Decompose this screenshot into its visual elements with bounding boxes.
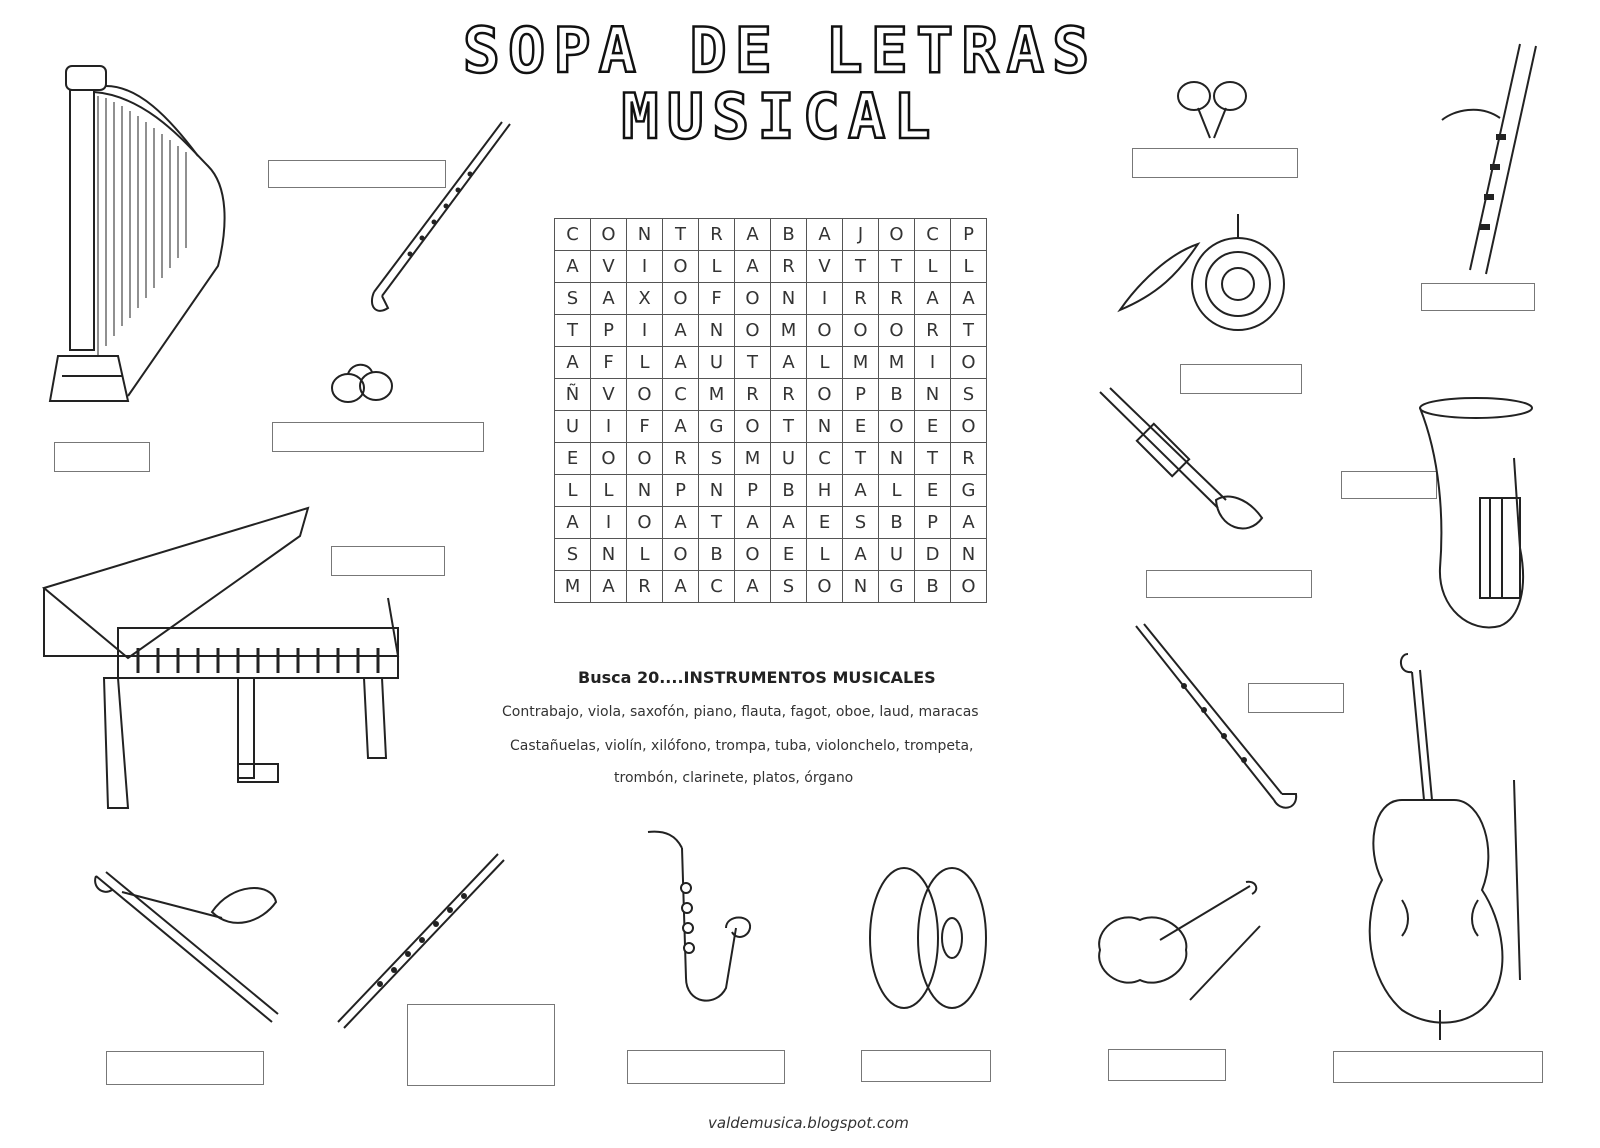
grid-cell[interactable]: N: [699, 475, 735, 507]
violin-icon: [1090, 880, 1270, 1014]
grid-cell[interactable]: A: [951, 283, 987, 315]
grid-cell[interactable]: L: [555, 475, 591, 507]
grid-row: [555, 571, 987, 603]
grid-cell[interactable]: Ñ: [555, 379, 591, 411]
word-search-grid: [554, 218, 987, 603]
grid-cell[interactable]: V: [591, 379, 627, 411]
grid-cell[interactable]: S: [951, 379, 987, 411]
grid-cell[interactable]: C: [807, 443, 843, 475]
grid-cell[interactable]: M: [735, 443, 771, 475]
grid-cell[interactable]: U: [699, 347, 735, 379]
grid-row: [555, 379, 987, 411]
grid-cell[interactable]: O: [591, 219, 627, 251]
grid-cell[interactable]: S: [843, 507, 879, 539]
grid-cell[interactable]: I: [627, 315, 663, 347]
grid-cell[interactable]: A: [663, 315, 699, 347]
grid-row: [555, 507, 987, 539]
grid-cell[interactable]: O: [807, 379, 843, 411]
grid-cell[interactable]: M: [699, 379, 735, 411]
grid-cell[interactable]: R: [843, 283, 879, 315]
grid-cell[interactable]: E: [807, 507, 843, 539]
grid-cell[interactable]: M: [879, 347, 915, 379]
grid-cell[interactable]: E: [915, 475, 951, 507]
grid-cell[interactable]: T: [771, 411, 807, 443]
grid-cell[interactable]: X: [627, 283, 663, 315]
grid-cell[interactable]: L: [951, 251, 987, 283]
grid-cell[interactable]: T: [915, 443, 951, 475]
grid-cell[interactable]: O: [591, 443, 627, 475]
grid-cell[interactable]: D: [915, 539, 951, 571]
grid-cell[interactable]: G: [699, 411, 735, 443]
grid-cell[interactable]: N: [951, 539, 987, 571]
grid-cell[interactable]: T: [843, 251, 879, 283]
grid-cell[interactable]: B: [699, 539, 735, 571]
grid-cell[interactable]: O: [627, 443, 663, 475]
grand-piano-icon: [38, 508, 408, 842]
grid-cell[interactable]: R: [663, 443, 699, 475]
grid-cell[interactable]: A: [843, 539, 879, 571]
grid-cell[interactable]: C: [663, 379, 699, 411]
grid-row: [555, 219, 987, 251]
castanets-icon: [328, 358, 398, 412]
grid-cell[interactable]: L: [879, 475, 915, 507]
grid-cell[interactable]: E: [555, 443, 591, 475]
harp-icon: [48, 56, 238, 420]
instructions-heading: Busca 20....INSTRUMENTOS MUSICALES: [578, 668, 936, 687]
grid-cell[interactable]: B: [771, 219, 807, 251]
grid-cell[interactable]: I: [591, 507, 627, 539]
grid-cell[interactable]: T: [843, 443, 879, 475]
grid-cell[interactable]: N: [627, 219, 663, 251]
grid-cell[interactable]: M: [843, 347, 879, 379]
grid-cell[interactable]: V: [807, 251, 843, 283]
grid-cell[interactable]: B: [915, 571, 951, 603]
grid-row: [555, 539, 987, 571]
grid-cell[interactable]: P: [591, 315, 627, 347]
grid-cell[interactable]: J: [843, 219, 879, 251]
answer-box-cymbals[interactable]: [861, 1050, 991, 1082]
grid-cell[interactable]: P: [663, 475, 699, 507]
grid-cell[interactable]: I: [591, 411, 627, 443]
grid-cell[interactable]: M: [555, 571, 591, 603]
grid-cell[interactable]: S: [555, 539, 591, 571]
grid-cell[interactable]: O: [879, 219, 915, 251]
grid-cell[interactable]: I: [915, 347, 951, 379]
grid-cell[interactable]: O: [951, 411, 987, 443]
trombone-icon: [92, 872, 282, 1036]
grid-cell[interactable]: P: [951, 219, 987, 251]
grid-cell[interactable]: A: [663, 411, 699, 443]
grid-cell[interactable]: T: [699, 507, 735, 539]
grid-cell[interactable]: O: [735, 315, 771, 347]
grid-cell[interactable]: O: [951, 347, 987, 379]
grid-cell[interactable]: G: [951, 475, 987, 507]
grid-cell[interactable]: A: [555, 347, 591, 379]
tuba-icon: [1410, 398, 1550, 642]
grid-cell[interactable]: A: [663, 507, 699, 539]
grid-row: [555, 283, 987, 315]
answer-box-castanets[interactable]: [272, 422, 484, 452]
grid-cell[interactable]: A: [555, 251, 591, 283]
grid-cell[interactable]: A: [591, 571, 627, 603]
grid-cell[interactable]: T: [735, 347, 771, 379]
grid-cell[interactable]: L: [699, 251, 735, 283]
grid-cell[interactable]: B: [879, 507, 915, 539]
instrument-list-line-1: Contrabajo, viola, saxofón, piano, flauta, fagot, oboe, laud, maracas: [502, 704, 979, 720]
grid-cell[interactable]: A: [771, 347, 807, 379]
grid-cell[interactable]: S: [771, 571, 807, 603]
answer-box-violin[interactable]: [1108, 1049, 1226, 1081]
grid-cell[interactable]: R: [699, 219, 735, 251]
grid-cell[interactable]: O: [735, 411, 771, 443]
grid-cell[interactable]: T: [663, 219, 699, 251]
grid-cell[interactable]: R: [915, 315, 951, 347]
answer-box-maracas[interactable]: [1132, 148, 1298, 178]
grid-cell[interactable]: L: [807, 347, 843, 379]
grid-cell[interactable]: L: [915, 251, 951, 283]
saxophone-icon: [646, 828, 756, 1022]
grid-cell[interactable]: R: [627, 571, 663, 603]
grid-cell[interactable]: M: [771, 315, 807, 347]
grid-cell[interactable]: O: [843, 315, 879, 347]
grid-cell[interactable]: P: [735, 475, 771, 507]
grid-cell[interactable]: A: [735, 219, 771, 251]
instrument-list-line-3: trombón, clarinete, platos, órgano: [614, 770, 854, 786]
grid-cell[interactable]: P: [843, 379, 879, 411]
grid-cell[interactable]: A: [771, 507, 807, 539]
grid-row: [555, 347, 987, 379]
grid-row: [555, 251, 987, 283]
grid-cell[interactable]: U: [771, 443, 807, 475]
grid-cell[interactable]: L: [627, 539, 663, 571]
grid-cell[interactable]: S: [699, 443, 735, 475]
bassoon-icon: [1440, 44, 1550, 288]
grid-cell[interactable]: N: [771, 283, 807, 315]
grid-cell[interactable]: N: [879, 443, 915, 475]
grid-cell[interactable]: P: [915, 507, 951, 539]
grid-cell[interactable]: T: [879, 251, 915, 283]
grid-cell[interactable]: I: [807, 283, 843, 315]
footer-url[interactable]: valdemusica.blogspot.com: [708, 1114, 909, 1132]
flute-icon: [334, 852, 504, 1036]
answer-box-saxophone[interactable]: [627, 1050, 785, 1084]
grid-row: [555, 443, 987, 475]
grid-cell[interactable]: O: [663, 283, 699, 315]
grid-row: [555, 475, 987, 507]
grid-cell[interactable]: A: [663, 571, 699, 603]
title-line-2: MUSICAL: [621, 80, 939, 153]
grid-cell[interactable]: O: [807, 315, 843, 347]
grid-cell[interactable]: O: [951, 571, 987, 603]
grid-cell[interactable]: U: [879, 539, 915, 571]
grid-cell[interactable]: R: [951, 443, 987, 475]
answer-box-trombone[interactable]: [106, 1051, 264, 1085]
grid-cell[interactable]: A: [915, 283, 951, 315]
grid-cell[interactable]: A: [735, 251, 771, 283]
grid-cell[interactable]: A: [843, 475, 879, 507]
title-line-1: SOPA DE LETRAS: [462, 14, 1098, 87]
trumpet-icon: [1098, 388, 1268, 552]
grid-cell[interactable]: C: [555, 219, 591, 251]
grid-cell[interactable]: O: [735, 539, 771, 571]
grid-cell[interactable]: R: [771, 251, 807, 283]
grid-cell[interactable]: O: [735, 283, 771, 315]
grid-row: [555, 315, 987, 347]
grid-cell[interactable]: N: [591, 539, 627, 571]
grid-cell[interactable]: L: [807, 539, 843, 571]
grid-cell[interactable]: T: [951, 315, 987, 347]
grid-cell[interactable]: S: [555, 283, 591, 315]
grid-cell[interactable]: C: [699, 571, 735, 603]
grid-cell[interactable]: F: [699, 283, 735, 315]
grid-cell[interactable]: N: [627, 475, 663, 507]
grid-cell[interactable]: A: [591, 283, 627, 315]
grid-cell[interactable]: E: [771, 539, 807, 571]
grid-cell[interactable]: N: [843, 571, 879, 603]
grid-cell[interactable]: F: [627, 411, 663, 443]
grid-cell[interactable]: A: [735, 571, 771, 603]
answer-box-harp[interactable]: [54, 442, 150, 472]
grid-cell[interactable]: T: [555, 315, 591, 347]
grid-cell[interactable]: L: [627, 347, 663, 379]
grid-cell[interactable]: G: [879, 571, 915, 603]
grid-cell[interactable]: A: [663, 347, 699, 379]
grid-cell[interactable]: O: [663, 539, 699, 571]
grid-cell[interactable]: N: [699, 315, 735, 347]
grid-cell[interactable]: N: [807, 411, 843, 443]
answer-box-double-bass[interactable]: [1333, 1051, 1543, 1083]
double-bass-icon: [1362, 650, 1532, 1044]
grid-cell[interactable]: O: [807, 571, 843, 603]
grid-cell[interactable]: R: [879, 283, 915, 315]
grid-cell[interactable]: O: [663, 251, 699, 283]
clarinet-icon: [370, 120, 520, 324]
grid-cell[interactable]: R: [735, 379, 771, 411]
grid-row: [555, 411, 987, 443]
grid-cell[interactable]: L: [591, 475, 627, 507]
grid-cell[interactable]: O: [627, 507, 663, 539]
grid-cell[interactable]: B: [879, 379, 915, 411]
grid-cell[interactable]: A: [807, 219, 843, 251]
grid-cell[interactable]: A: [735, 507, 771, 539]
grid-cell[interactable]: B: [771, 475, 807, 507]
grid-cell[interactable]: F: [591, 347, 627, 379]
grid-cell[interactable]: E: [915, 411, 951, 443]
grid-cell[interactable]: U: [555, 411, 591, 443]
grid-cell[interactable]: O: [879, 411, 915, 443]
grid-cell[interactable]: R: [771, 379, 807, 411]
grid-cell[interactable]: O: [627, 379, 663, 411]
grid-cell[interactable]: N: [915, 379, 951, 411]
grid-cell[interactable]: A: [555, 507, 591, 539]
grid-cell[interactable]: I: [627, 251, 663, 283]
worksheet-title: [430, 14, 1130, 153]
grid-cell[interactable]: V: [591, 251, 627, 283]
answer-box-trumpet[interactable]: [1146, 570, 1312, 598]
oboe-icon: [1134, 624, 1304, 818]
grid-cell[interactable]: H: [807, 475, 843, 507]
grid-cell[interactable]: E: [843, 411, 879, 443]
cymbals-icon: [864, 864, 994, 1018]
grid-cell[interactable]: A: [951, 507, 987, 539]
maracas-icon: [1170, 78, 1260, 152]
instrument-list-line-2: Castañuelas, violín, xilófono, trompa, tuba, violonchelo, trompeta,: [510, 738, 974, 754]
grid-cell[interactable]: O: [879, 315, 915, 347]
french-horn-icon: [1118, 214, 1298, 348]
grid-cell[interactable]: C: [915, 219, 951, 251]
